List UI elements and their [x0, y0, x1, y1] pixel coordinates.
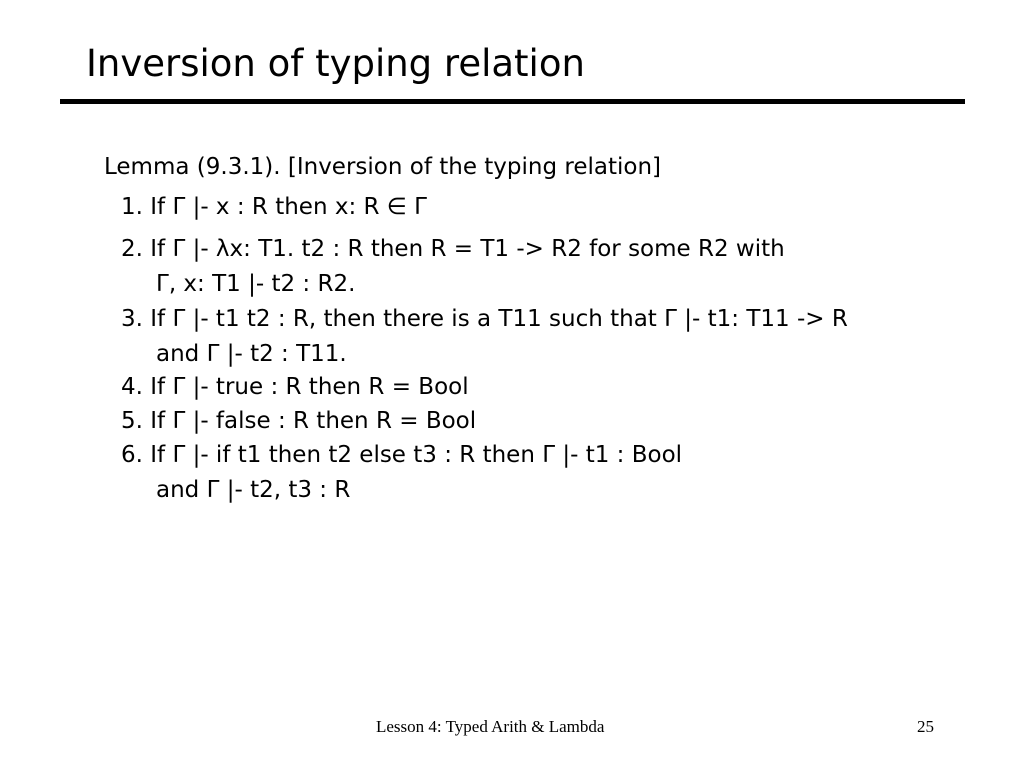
lemma-item-1: 1. If Γ |- x : R then x: R ∈ Γ — [121, 194, 427, 220]
title-divider — [60, 99, 965, 104]
lemma-item-4: 4. If Γ |- true : R then R = Bool — [121, 374, 469, 400]
lemma-item-6-continuation: and Γ |- t2, t3 : R — [156, 477, 351, 503]
lemma-item-2-continuation: Γ, x: T1 |- t2 : R2. — [156, 271, 356, 297]
slide-title: Inversion of typing relation — [86, 42, 585, 85]
footer-lesson-title: Lesson 4: Typed Arith & Lambda — [376, 717, 605, 736]
lemma-item-5: 5. If Γ |- false : R then R = Bool — [121, 408, 477, 434]
slide-page-number: 25 — [917, 717, 934, 736]
lemma-item-6: 6. If Γ |- if t1 then t2 else t3 : R then Γ |- t1 : Bool — [121, 442, 683, 468]
lemma-item-3: 3. If Γ |- t1 t2 : R, then there is a T11 such that Γ |- t1: T11 -> R — [121, 306, 848, 332]
lemma-item-2: 2. If Γ |- λx: T1. t2 : R then R = T1 -> R2 for some R2 with — [121, 236, 785, 262]
lemma-item-3-continuation: and Γ |- t2 : T11. — [156, 341, 347, 367]
lemma-heading: Lemma (9.3.1). [Inversion of the typing relation] — [104, 154, 662, 180]
